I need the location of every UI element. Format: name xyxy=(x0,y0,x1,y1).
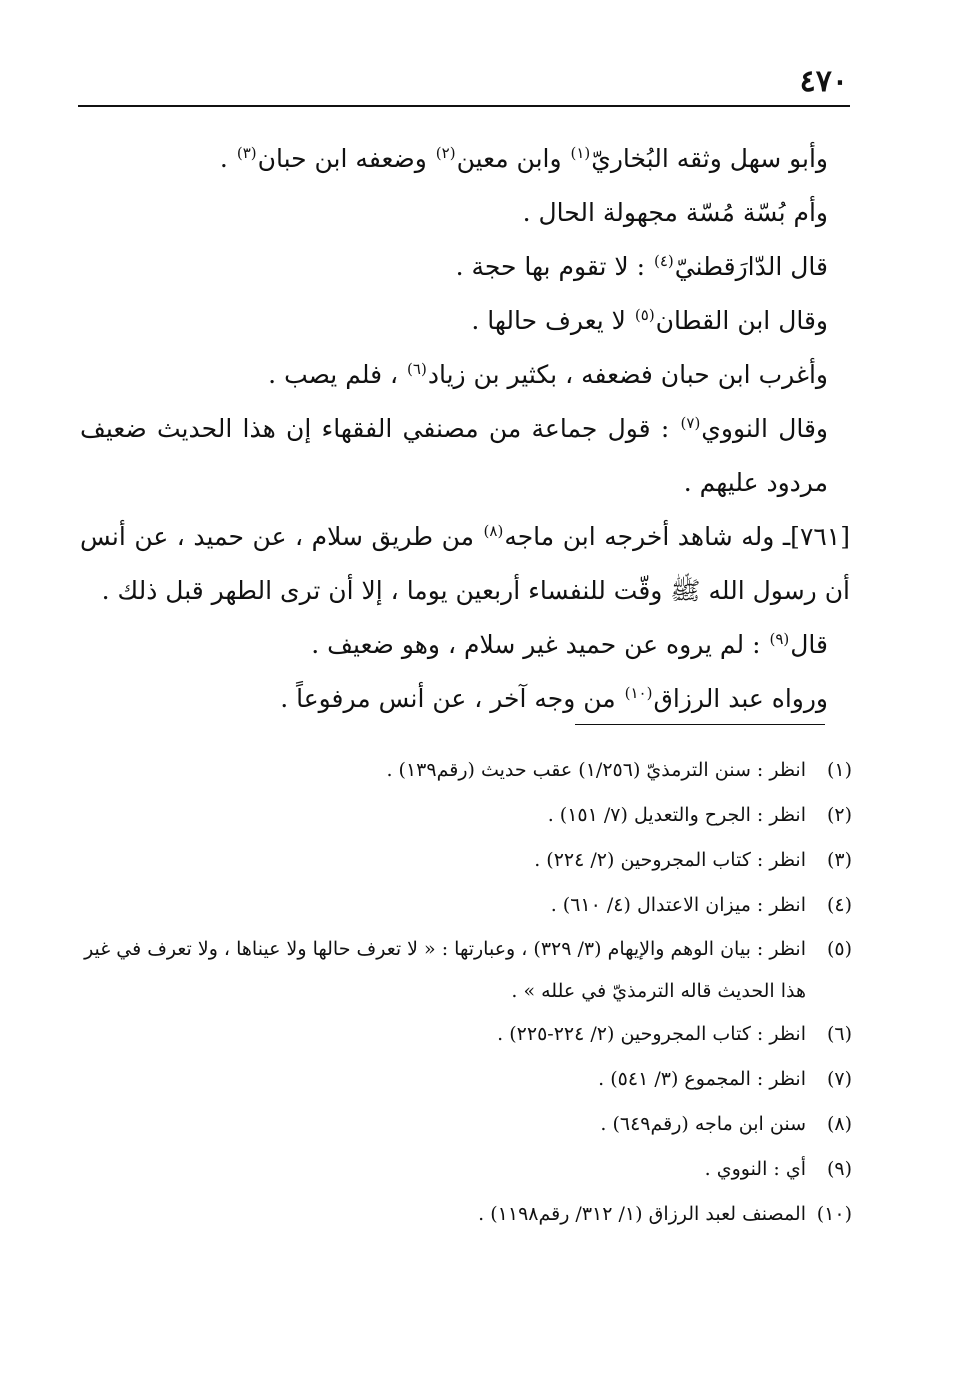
footnote-text: انظر : سنن الترمذيّ (١/٢٥٦) عقب حديث (رقم١٣٩) . xyxy=(386,759,806,781)
footnote-number: (٦) xyxy=(826,1023,852,1045)
footnote-3 xyxy=(82,838,852,883)
footnote-ref-9[interactable]: (٩) xyxy=(769,629,790,648)
footnote-8 xyxy=(82,1102,852,1147)
footnote-number: (٨) xyxy=(826,1113,852,1135)
footnote-6 xyxy=(82,1012,852,1057)
paragraph-1-text-a: وأبو سهل وثقه البُخاريّ xyxy=(591,144,828,173)
footnote-ref-8[interactable]: (٨) xyxy=(483,521,504,540)
footnote-text: سنن ابن ماجه (رقم٦٤٩) . xyxy=(600,1113,806,1135)
paragraph-7-text-b: من طريق سلام ، عن حميد ، عن أنس أن رسول الله ﷺ وقّت للنفساء أربعين يوما ، إلا أن ترى الطهر قبل ذلك . xyxy=(80,522,850,605)
paragraph-3 xyxy=(80,240,850,294)
paragraph-7-text-a: [٧٦١]ـ وله شاهد أخرجه ابن ماجه xyxy=(504,522,850,551)
footnote-5 xyxy=(82,928,852,1012)
paragraph-6-text-a: وقال النووي xyxy=(701,414,828,443)
footnote-number: (٣) xyxy=(826,849,852,871)
paragraph-3-text-b: : لا تقوم بها حجة . xyxy=(455,252,653,281)
paragraph-5-text-a: وأغرب ابن حبان فضعفه ، بكثير بن زياد xyxy=(427,360,828,389)
paragraph-8-text-b: : لم يروه عن حميد غير سلام ، وهو ضعيف . xyxy=(311,630,769,659)
footnote-7 xyxy=(82,1057,852,1102)
footnotes xyxy=(82,748,852,1237)
footnote-text: انظر : ميزان الاعتدال (٤/ ٦١٠) . xyxy=(550,894,806,916)
paragraph-6-text-b: : قول جماعة من مصنفي الفقهاء إن هذا الحديث ضعيف مردود عليهم . xyxy=(80,414,828,497)
paragraph-8 xyxy=(80,618,850,672)
footnote-ref-4[interactable]: (٤) xyxy=(653,251,674,270)
footnote-4 xyxy=(82,883,852,928)
paragraph-1 xyxy=(80,132,850,186)
footnote-text: انظر : كتاب المجروحين (٢/ ٢٢٤) . xyxy=(534,849,806,871)
paragraph-9 xyxy=(80,672,850,726)
footnote-number: (٤) xyxy=(826,894,852,916)
paragraph-1-text-c: وضعفه ابن حبان xyxy=(257,144,435,173)
footnote-text: المصنف لعبد الرزاق (١/ ٣١٢/ رقم١١٩٨) . xyxy=(478,1203,806,1225)
footnote-text: انظر : الجرح والتعديل (٧/ ١٥١) . xyxy=(547,804,806,826)
footnote-ref-6[interactable]: (٦) xyxy=(407,359,427,378)
footnote-text: انظر : كتاب المجروحين (٢/ ٢٢٤-٢٢٥) . xyxy=(497,1023,806,1045)
footnote-ref-2[interactable]: (٢) xyxy=(435,143,456,162)
footnote-2 xyxy=(82,793,852,838)
footnote-text: أي : النووي . xyxy=(704,1158,806,1180)
page-number: ٤٧٠ xyxy=(799,64,848,99)
footnote-ref-5[interactable]: (٥) xyxy=(634,305,655,324)
footnote-number: (١٠) xyxy=(816,1203,852,1225)
paragraph-5 xyxy=(80,348,850,402)
paragraph-3-text-a: قال الدّارَقطنيّ xyxy=(674,252,828,281)
paragraph-1-text-b: وابن معين xyxy=(456,144,570,173)
footnote-number: (١) xyxy=(826,759,852,781)
footnote-9 xyxy=(82,1147,852,1192)
footnote-text: انظر : بيان الوهم والإيهام (٣/ ٣٢٩) ، وعبارتها : « لا تعرف حالها ولا عيناها ، ولا تعرف في غير هذا الحديث قاله الترمذيّ في علله » . xyxy=(84,938,806,1002)
footnote-ref-7[interactable]: (٧) xyxy=(680,413,701,432)
paragraph-2: وأم بُسّة مُسّة مجهولة الحال . xyxy=(522,198,828,227)
footnote-number: (٢) xyxy=(826,804,852,826)
footnote-text: انظر : المجموع (٣/ ٥٤١) . xyxy=(598,1068,806,1090)
paragraph-9-text-b: من وجه آخر ، عن أنس مرفوعاً . xyxy=(280,684,624,713)
footnote-ref-10[interactable]: (١٠) xyxy=(624,683,653,702)
paragraph-4 xyxy=(80,294,850,348)
paragraph-1-text-d: . xyxy=(219,144,236,173)
paragraph-4-text-b: لا يعرف حالها . xyxy=(471,306,634,335)
paragraph-8-text-a: قال xyxy=(790,630,828,659)
footnote-number: (٥) xyxy=(826,938,852,960)
footnote-ref-3[interactable]: (٣) xyxy=(236,143,257,162)
footnote-1 xyxy=(82,748,852,793)
paragraph-7 xyxy=(80,510,850,618)
footnote-10 xyxy=(82,1192,852,1237)
footnote-ref-1[interactable]: (١) xyxy=(570,143,591,162)
main-text xyxy=(80,132,850,726)
footnote-separator xyxy=(575,724,825,725)
paragraph-4-text-a: وقال ابن القطان xyxy=(655,306,828,335)
footnote-number: (٧) xyxy=(826,1068,852,1090)
paragraph-9-text-a: ورواه عبد الرزاق xyxy=(653,684,828,713)
paragraph-5-text-b: ، فلم يصب . xyxy=(268,360,407,389)
footnote-number: (٩) xyxy=(826,1158,852,1180)
paragraph-6 xyxy=(80,402,850,510)
header-rule xyxy=(78,105,850,107)
